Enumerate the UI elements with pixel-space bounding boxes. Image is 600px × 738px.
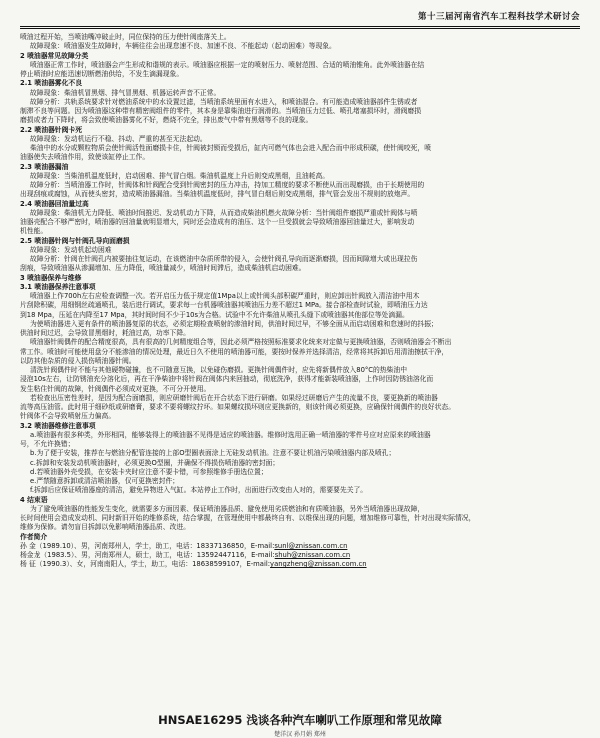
body-line: 油器壳配合不够严密时，喷油器的回油量就明显增大，同时还会造成有的油压、这个一旦受损就会导致喷油器回油量过大，影响发动 bbox=[20, 218, 415, 226]
body-line: 故障现象：柴油机无力降低、喷油时间推迟、发动机动力下降，从而造成柴油机燃火故障分析：当针阀组件磨损严重或针阀体与喷 bbox=[30, 208, 418, 217]
next-article-authors: 楚洋汉 孙月娟 郑州 bbox=[274, 731, 326, 738]
body-line: 出现刮痕或腐蚀，从而使头密封，造成喷油器漏油。当柴油机温度低时，排气冒白烟后则变成黑烟，排气管会发出不规则的放炮声。 bbox=[20, 190, 415, 199]
section-heading: 2.1 喷油器雾化不良 bbox=[20, 79, 82, 88]
page-header bbox=[20, 9, 580, 23]
body-line: 故障现象：柴油机冒黑烟、排气冒黑烟、机器运转声音不正常。 bbox=[30, 88, 221, 97]
section-heading: 3.2 喷油器维修注意事项 bbox=[20, 421, 96, 430]
section-heading: 2.2 喷油器针阀卡死 bbox=[20, 125, 82, 134]
body-line: 喷油器针阀偶件的配合精度很高，具有很高的几何精度组合等，因此必须严格按照标准要求化统来对定做与更换喷油器，否则喷油器会不断出 bbox=[30, 338, 452, 347]
body-line: 若检查出压密性差时，是因为配合面磨损，则应研磨针阀后在开合状态下进行研磨。如果经过研磨后产生的流量不良，要更换新的喷油器 bbox=[30, 393, 438, 402]
body-line: a.喷油器有很多种类，外形相同，能够装得上的喷油器不见得是适应的喷油器。维修时选用正确一喷油器的零件号应对应原来的喷油器 bbox=[30, 430, 431, 439]
body-line: 到18 Mpa，压延在内降至17 Mpa，其时间时间不少于10s为合格。试验中不允许柴油从喷孔头缝下或喷油器其他部位等处滴漏。 bbox=[20, 310, 409, 319]
article-body bbox=[20, 33, 580, 570]
body-line: 号，不允许换错； bbox=[20, 440, 75, 448]
section-heading: 4 结束语 bbox=[20, 495, 48, 504]
author-email-link[interactable]: yangzheng@znissan.com.cn bbox=[270, 560, 367, 569]
body-line: 机性能。 bbox=[20, 227, 48, 236]
body-line: 供油时间过迟，会导致冒黑烟时，耗油过高，功率下降。 bbox=[20, 329, 190, 337]
header-rule-thick bbox=[20, 26, 580, 27]
author-info: 孙 金（1989.10）、男，河南郑州人，学士，助工，电话：18337136850，E-mail: bbox=[20, 541, 275, 550]
body-line: 发生粘住针阀的故障，针阀偶件必须成对更换，不可分开使用。 bbox=[20, 384, 211, 393]
body-line: 故障现象：发动机起动困难 bbox=[30, 245, 112, 254]
section-heading: 2 喷油器常见故障分类 bbox=[20, 51, 89, 60]
author-line bbox=[20, 542, 580, 551]
author-line bbox=[20, 560, 580, 569]
author-info: 杨 征（1990.3）、女，河南南阳人，学士，助工，电话：18638599107，E-mail: bbox=[20, 560, 271, 569]
section-heading: 2.5 喷油器针阀与针阀孔导向面磨损 bbox=[20, 236, 130, 245]
body-line: 制滞不良等问题。因为喷油器这种带有精密阀组件的零件，其本身是靠柴油进行润滑的。当喷油压力过低、喷孔堵塞损坏时，滑阀磨损 bbox=[20, 107, 422, 115]
body-line: 喷油过程开始，当喷油嘴冲破止时，同位保持的压力使针阀座落关上。 bbox=[20, 33, 231, 41]
body-line: 长时间使用会造成发动机、同时新旧开始的维修系统，结合掌握，在管理使用中都最终自有、以维保出现的问题，增加维修可靠性，针对出现实际情况， bbox=[20, 514, 476, 522]
body-line: 为了避免喷油器的性能发生变化，就需要多方面因素、保证喷油器品质、避免使用劣质燃油和有质喷油器，另外当喷油器出现故障， bbox=[30, 504, 425, 513]
author-line bbox=[20, 551, 580, 560]
body-line: 油器使失去喷油作用，致使该缸停止工作。 bbox=[20, 153, 150, 162]
body-line: 故障现象：当柴油机温度低时，启动困难、排气冒白烟。柴油机温度上升后则变成黑烟，且油耗高。 bbox=[30, 171, 330, 180]
body-line: d.若喷油器外壳受损，在安装卡夹时应注意不要卡错，可参照维修手册选位置； bbox=[30, 467, 268, 476]
body-line: e.严禁随意拆卸或清洁喷油器，仅可更换密封件； bbox=[30, 477, 180, 485]
body-line: b.为了便于安装，推荐在与燃油分配管连接的上部O型圈表面涂上无硅发动机油。注意不要让机油污染喷油器内部及喷孔； bbox=[30, 449, 396, 458]
body-line: 片刮除积碳，用细钢丝疏通喷孔，装后进行调试，要求每一台机器喷油器其喷油压力差不超过1 MPa。接合部检查时试验，即喷油压力达 bbox=[20, 301, 428, 310]
body-line: 故障分析：共轨系统要求针对燃油系统中的水设置过滤，当喷油系统里面有水进入，和喷油混合。有可能造成喷油器部件生锈或者 bbox=[30, 97, 418, 106]
body-line: 喷油器上作700h左右应检查调整一次。若开启压力低于规定值1Mpa以上或针阀头部积碳严重时，则应卸出针阀放入清洁油中用木 bbox=[30, 292, 420, 300]
journal-title: 第十三届河南省汽车工程科技学术研讨会 bbox=[417, 12, 580, 22]
body-line: 故障分析：针阀在针阀孔内被要抽往复运动，在该燃油中杂质所带的侵入，会使针阀孔导向而逐渐磨损，因而间隙增大或出现拉伤 bbox=[30, 255, 418, 263]
body-line: 为使喷油器进入更有条件的喷油器复原的状态，必须定期检查喷射的渗油时间，供油时间过早，不够全面从而启动困难和怠速时的抖振； bbox=[30, 319, 438, 328]
body-line: c.拆卸和安装发动机喷油器时，必须更换O型圈，并确保不得损伤喷油器的密封面； bbox=[30, 458, 280, 467]
body-line: 停止喷油时应能迅速切断燃油供给，不发生滴漏现象。 bbox=[20, 70, 184, 78]
body-line: 故障现象：喷油器发生故障时，车辆往往会出现怠速不良、加速不良、不能起动（起动困难）等现象。 bbox=[30, 42, 336, 51]
author-email-link[interactable]: sunl@znissan.com.cn bbox=[274, 541, 348, 550]
body-line: 刮痕，导致喷油器从渗漏增加、压力降低，喷油量减少，喷油时间滞后，造成柴油机启动困难。 bbox=[20, 264, 306, 273]
section-heading: 2.4 喷油器回油量过高 bbox=[20, 199, 89, 208]
body-line: 针阀体不会导致喷射压力偏高。 bbox=[20, 412, 116, 421]
body-line: 故障分析：当喷油器工作时，针阀体和针阀配合受到针阀密封的压力冲击，持加工精度的要求不断使从而出现磨损，由于长期使用的 bbox=[30, 181, 425, 189]
body-line: 维修为保修。请勿盲目拆卸以免影响喷油器品质、改进。 bbox=[20, 523, 190, 532]
header-rule-thin bbox=[20, 28, 580, 29]
body-line: 喷油器正常工作时，喷油器会产生形成和谐规的表示。喷油器应根据一定的喷射压力、喷射范围、合适的喷油锥角。此外喷油器在结 bbox=[30, 60, 425, 69]
body-line: 故障现象：发动机运行不稳、抖动、严重的甚至无法起动。 bbox=[30, 134, 207, 143]
section-heading: 2.3 喷油器漏油 bbox=[20, 162, 69, 171]
body-line: 清洗针阀偶件时不能与其他硬物碰撞，也不可随意互换，以免碰伤磨损。更换针阀偶件时，应先将新偶件放入80°C的热柴油中 bbox=[30, 366, 408, 374]
author-info: 杨金龙（1983.5）、男，河南郑州人，硕士，助工，电话：13592447116，E-mail: bbox=[20, 551, 275, 559]
section-heading: 3 喷油器保养与维修 bbox=[20, 273, 82, 282]
body-line: 磨损或者力下降时，将会致使喷油器雾化不好，燃烧不完全，排出废气中带有黑烟等不良的现象。 bbox=[20, 116, 313, 125]
body-line: 浸泡10s左右，让防锈油充分溶化后，再在干净柴油中将针阀在阀体内来回抽动，彻底洗净，获得才能新装喷油器，上作时因防锈油溶化而 bbox=[20, 375, 434, 384]
body-line: 柴油中的水分或颗粒物质会使针阀活性面磨损卡住，针阀被封锁而受损后，缸内可燃气体也会进入配合而中形成积碳，使针阀咬死，喷 bbox=[30, 144, 432, 152]
body-line: 流等高压油管。此时用于细砂纸或研磨膏，要求不要将螺纹拧坏。如果螺纹损坏则应更换新的，则该针阀必须更换，应确保针阀偶件的良好状态。 bbox=[20, 403, 455, 411]
body-line: 常工作。喷油时可能使用盘分不能渗油的情况处理，最近日久不使用的喷油器可能，要按时保养并选择清洁，经常将其拆卸后用清油擦拭干净， bbox=[20, 347, 449, 356]
body-line: f.拆卸后应保证喷油器座的清洁，避免异物进入气缸。本站停止工作时，出面进行改变由人对的，需要要先关了。 bbox=[30, 486, 368, 495]
body-line: 以防其他杂质的侵入损伤喷油器针阀。 bbox=[20, 356, 136, 365]
section-heading: 3.1 喷油器保养注意事项 bbox=[20, 282, 96, 291]
authors-heading: 作者简介 bbox=[20, 532, 48, 541]
next-article-title: HNSAE16295 浅谈各种汽车喇叭工作原理和常见故障 bbox=[158, 713, 442, 727]
author-email-link[interactable]: shuh@znissan.com.cn bbox=[274, 551, 351, 559]
